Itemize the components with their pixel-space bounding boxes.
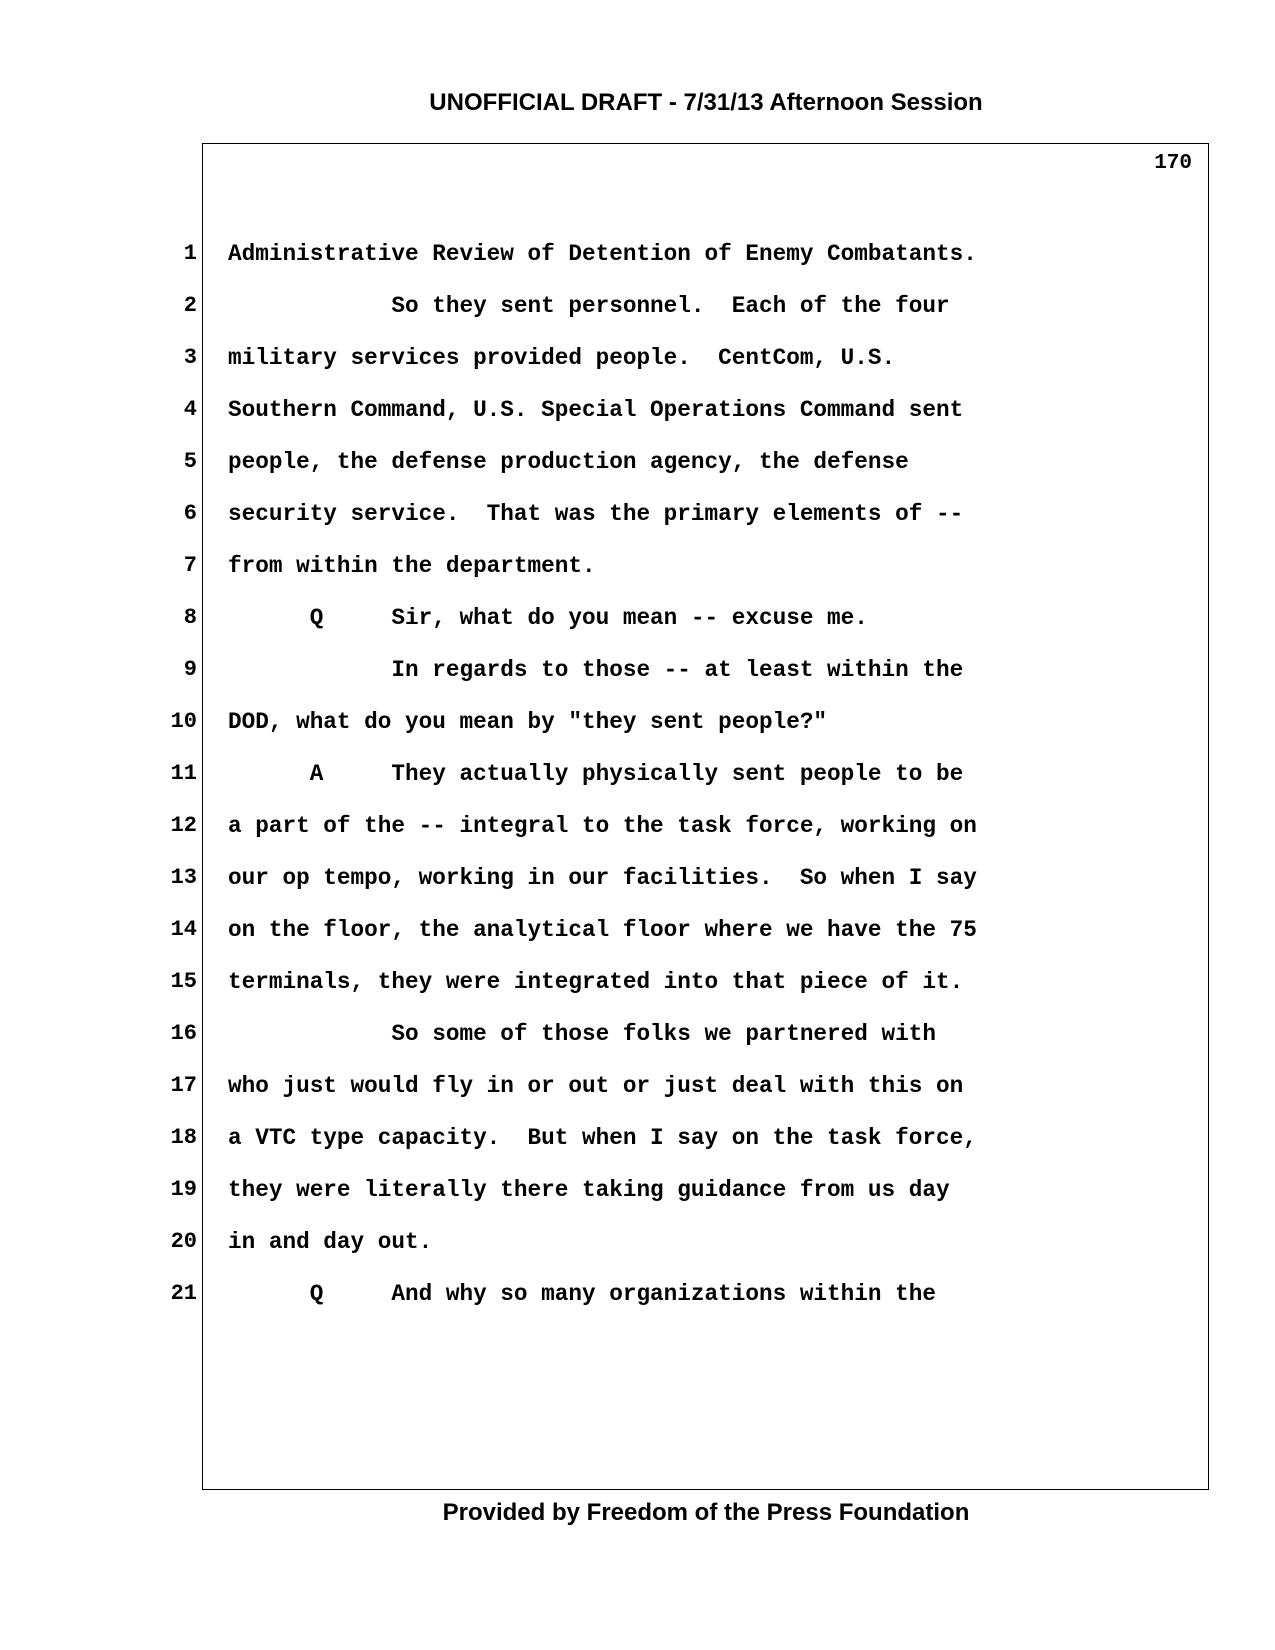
line-number: 15	[170, 969, 197, 994]
line-number: 1	[183, 241, 197, 266]
line-number: 18	[170, 1125, 197, 1150]
transcript-line: in and day out.	[228, 1229, 433, 1255]
line-number: 11	[170, 761, 197, 786]
line-number: 21	[170, 1281, 197, 1306]
line-number: 12	[170, 813, 197, 838]
transcript-line: our op tempo, working in our facilities. So when I say	[228, 865, 977, 891]
line-number: 19	[170, 1177, 197, 1202]
transcript-line: So some of those folks we partnered with	[228, 1021, 936, 1047]
line-number: 16	[170, 1021, 197, 1046]
line-number: 14	[170, 917, 197, 942]
transcript-text	[228, 237, 1188, 1329]
transcript-line: DOD, what do you mean by "they sent people?"	[228, 709, 828, 735]
document-footer: Provided by Freedom of the Press Foundation	[442, 1499, 970, 1526]
transcript-line: from within the department.	[228, 553, 596, 579]
transcript-line: on the floor, the analytical floor where we have the 75	[228, 917, 977, 943]
line-number: 4	[183, 397, 197, 422]
line-number: 13	[170, 865, 197, 890]
line-number: 5	[183, 449, 197, 474]
transcript-line: So they sent personnel. Each of the four	[228, 293, 950, 319]
line-number: 8	[183, 605, 197, 630]
transcript-line: military services provided people. CentCom, U.S.	[228, 345, 896, 371]
transcript-line: a part of the -- integral to the task force, working on	[228, 813, 977, 839]
document-header: UNOFFICIAL DRAFT - 7/31/13 Afternoon Session	[429, 89, 983, 116]
transcript-line: they were literally there taking guidance from us day	[228, 1177, 950, 1203]
transcript-line: security service. That was the primary elements of --	[228, 501, 964, 527]
transcript-line: Southern Command, U.S. Special Operations Command sent	[228, 397, 964, 423]
line-number-column	[150, 237, 197, 1329]
transcript-line: Q And why so many organizations within the	[228, 1281, 936, 1307]
transcript-line: terminals, they were integrated into that piece of it.	[228, 969, 964, 995]
transcript-line: Q Sir, what do you mean -- excuse me.	[228, 605, 868, 631]
transcript-line: A They actually physically sent people to be	[228, 761, 964, 787]
transcript-line: who just would fly in or out or just deal with this on	[228, 1073, 964, 1099]
line-number: 2	[183, 293, 197, 318]
line-number: 20	[170, 1229, 197, 1254]
transcript-line: Administrative Review of Detention of Enemy Combatants.	[228, 241, 977, 267]
line-number: 17	[170, 1073, 197, 1098]
line-number: 3	[183, 345, 197, 370]
transcript-line: In regards to those -- at least within the	[228, 657, 964, 683]
line-number: 9	[183, 657, 197, 682]
line-number: 10	[170, 709, 197, 734]
transcript-line: a VTC type capacity. But when I say on the task force,	[228, 1125, 977, 1151]
line-number: 7	[183, 553, 197, 578]
transcript-line: people, the defense production agency, the defense	[228, 449, 909, 475]
line-number: 6	[183, 501, 197, 526]
page-number: 170	[1154, 152, 1192, 175]
